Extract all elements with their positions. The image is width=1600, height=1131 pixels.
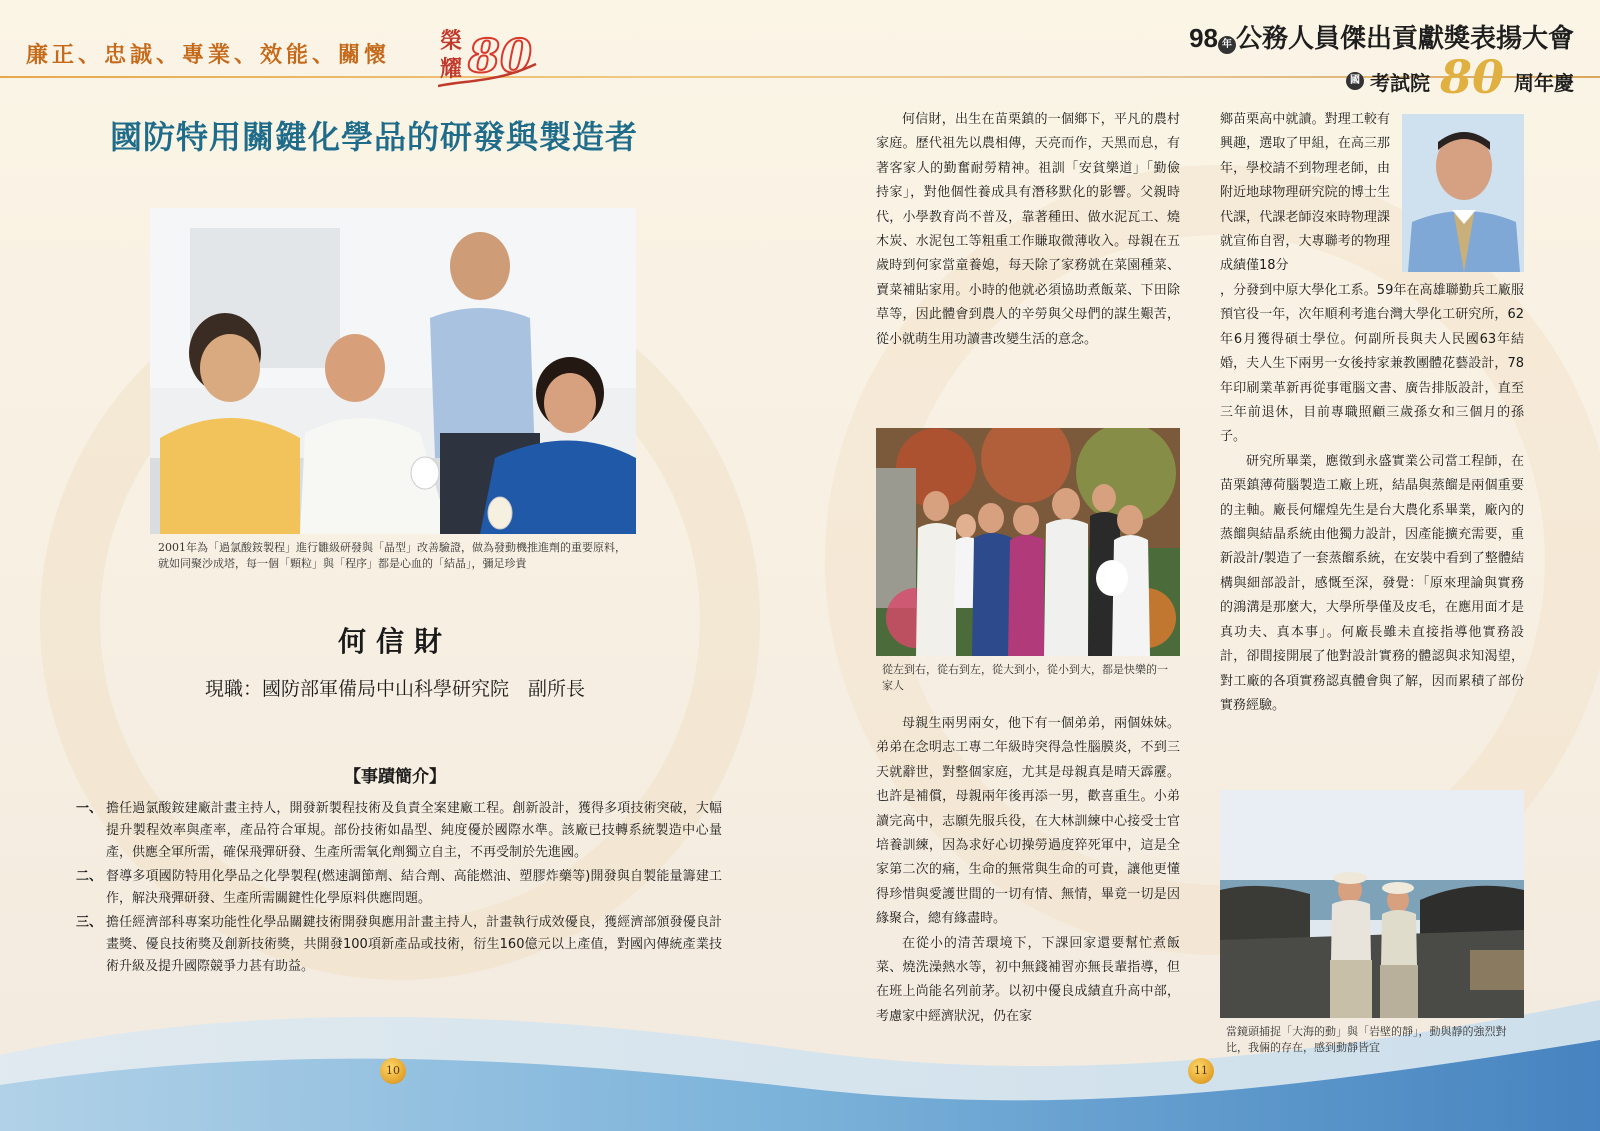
page-number-left: 10 — [380, 1058, 406, 1084]
achievement-item — [76, 912, 722, 978]
achievement-text: 擔任過氯酸銨建廠計畫主持人，開發新製程技術及負責全案建廠工程。創新設計，獲得多項技術突破，大幅提升製程效率與產率，產品符合軍規。部份技術如晶型、純度優於國際水準。該廠已技轉系統製造中心量產，供應全軍所需，確保飛彈研發、生產所需氧化劑獨立自主，不再受制於先進國。 — [106, 801, 722, 860]
logo-char-1: 榮 — [440, 28, 463, 54]
photo2-caption: 從左到右，從右到左，從大到小，從小到大，都是快樂的一家人 — [882, 663, 1168, 692]
paragraph: ，分發到中原大學化工系。59年在高雄聯勤兵工廠服預官役一年，次年順利考進台灣大學化工研究所，62年6月獲得碩士學位。何副所長與夫人民國63年結婚，夫人生下兩男一女後持家兼教團體花藝設計，78年印刷業革新再從事電腦文書、廣告排版設計，直至三年前退休，目前專職照顧三歲孫女和三個月的孫子。 — [1220, 283, 1524, 445]
achievement-number: 三、 — [76, 915, 103, 930]
paragraph: 在從小的清苦環境下，下課回家還要幫忙煮飯菜、燒洗澡熱水等，初中無錢補習亦無長輩指導，但在班上尚能名列前茅。以初中優良成績直升高中部，考慮家中經濟狀況，仍在家 — [876, 935, 1180, 1024]
glory-80-logo — [438, 20, 538, 90]
person-position: 現職：國防部軍備局中山科學研究院 副所長 — [204, 678, 585, 700]
event-title-number: 98 — [1189, 23, 1218, 53]
paragraph: 研究所畢業，應徵到永盛實業公司當工程師，在苗栗鎮薄荷腦製造工廠上班，結晶與蒸餾是兩個重要的主軸。廠長何耀煌先生是台大農化系畢業，廠內的蒸餾與結晶系統由他獨力設計，因產能擴充需要，重新設計/製造了一套蒸餾系統，在安裝中看到了整體結構與細部設計，感慨至深，發覺：「原來理論與實務的鴻溝是那麼大，大學所學僅及皮毛，在應用面才是真功夫、真本事」。何廠長雖未直接指導他實務設計，卻間接開展了他對設計實務的體認與求知渴望，對工廠的各項實務認真體會與了解，因而累積了部份實務經驗。 — [1220, 453, 1524, 713]
event-sub-org: 考試院 — [1369, 72, 1430, 95]
event-title — [1189, 18, 1574, 55]
year-badge: 年 — [1218, 36, 1236, 54]
achievement-item — [76, 866, 722, 910]
person-name: 何信財 — [337, 625, 452, 658]
nation-badge: 國 — [1346, 72, 1364, 90]
article-title: 國防特用關鍵化學品的研發與製造者 — [110, 118, 639, 156]
body-column-2-wide — [1220, 279, 1524, 718]
event-sub-suffix: 周年慶 — [1514, 72, 1574, 95]
family-photo — [876, 428, 1180, 656]
body-column-1-bottom — [876, 712, 1180, 1029]
lab-team-photo — [150, 208, 636, 534]
achievement-number: 一、 — [76, 801, 103, 816]
event-subtitle — [1346, 50, 1574, 104]
achievement-text: 擔任經濟部科專案功能性化學品關鍵技術開發與應用計畫主持人，計畫執行成效優良，獲經濟部頒發優良計畫獎、優良技術獎及創新技術獎，共開發100項新產品或技術，衍生160億元以上產值，對國內傳統產業技術升級及提升國際競爭力甚有助益。 — [106, 915, 722, 974]
photo4-caption: 當鏡頭捕捉「大海的動」與「岩壁的靜」，動與靜的強烈對比，我倆的存在，感到動靜皆宜 — [1226, 1025, 1507, 1054]
paragraph: 母親生兩男兩女，他下有一個弟弟，兩個妹妹。弟弟在念明志工專二年級時突得急性腦膜炎，不到三天就辭世，對整個家庭，尤其是母親真是晴天霹靂。也許是補償，母親兩年後再添一男，歡喜重生。小弟讀完高中，志願先服兵役，在大林訓練中心接受士官培養訓練，因為求好心切操勞過度猝死軍中，這是全家第二次的痛，生命的無常與生命的可貴，讓他更懂得珍惜與愛護世間的一切有情、無情，畢竟一切是因緣聚合，總有緣盡時。 — [876, 716, 1180, 927]
achievement-item — [76, 798, 722, 864]
achievement-number: 二、 — [76, 869, 103, 884]
logo-number: 80 — [468, 29, 533, 83]
paragraph: 何信財，出生在苗栗鎮的一個鄉下，平凡的農村家庭。歷代祖先以農相傳，天亮而作，天黑而息，有著客家人的勤奮耐勞精神。祖訓「安貧樂道」「勤儉持家」，對他個性養成具有潛移默化的影響。父親時代，小學教育尚不普及，靠著種田、做水泥瓦工、燒木炭、水泥包工等粗重工作賺取微薄收入。母親在五歲時到何家當童養媳，每天除了家務就在菜園種菜、賣菜補貼家用。小時的他就必須協助煮飯菜、下田除草等，因此體會到農人的辛勞與父母們的謀生艱苦，從小就萌生用功讀書改變生活的意念。 — [876, 112, 1180, 347]
body-column-1-top — [876, 108, 1180, 352]
page-number-right: 11 — [1188, 1058, 1214, 1084]
portrait-photo — [1402, 114, 1524, 272]
anniversary-80-mark: 80 — [1439, 50, 1504, 104]
photo1-caption: 2001年為「過氯酸銨製程」進行雛級研發與「晶型」改善驗證，做為發動機推進劑的重要原料，就如同聚沙成塔，每一個「顆粒」與「程序」都是心血的「結晶」，彌足珍貴 — [158, 541, 626, 570]
achievement-list — [76, 798, 722, 980]
section-heading: 【事蹟簡介】 — [344, 767, 446, 787]
logo-char-2: 耀 — [440, 56, 463, 82]
seaside-couple-photo — [1220, 790, 1524, 1018]
event-title-text: 公務人員傑出貢獻獎表揚大會 — [1235, 23, 1574, 53]
paragraph: 鄉苗栗高中就讀。對理工較有興趣，選取了甲組，在高三那年，學校請不到物理老師，由附近地球物理研究院的博士生代課，代課老師沒來時物理課就宣佈自習，大專聯考的物理成績僅18分 — [1220, 112, 1390, 274]
achievement-text: 督導多項國防特用化學品之化學製程(燃速調節劑、結合劑、高能燃油、塑膠炸藥等)開發與自製能量籌建工作，解決飛彈研發、生產所需關鍵性化學原料供應問題。 — [106, 869, 722, 906]
body-column-2-narrow — [1220, 108, 1390, 279]
header-motto: 廉正、忠誠、專業、效能、關懷 — [26, 42, 391, 68]
